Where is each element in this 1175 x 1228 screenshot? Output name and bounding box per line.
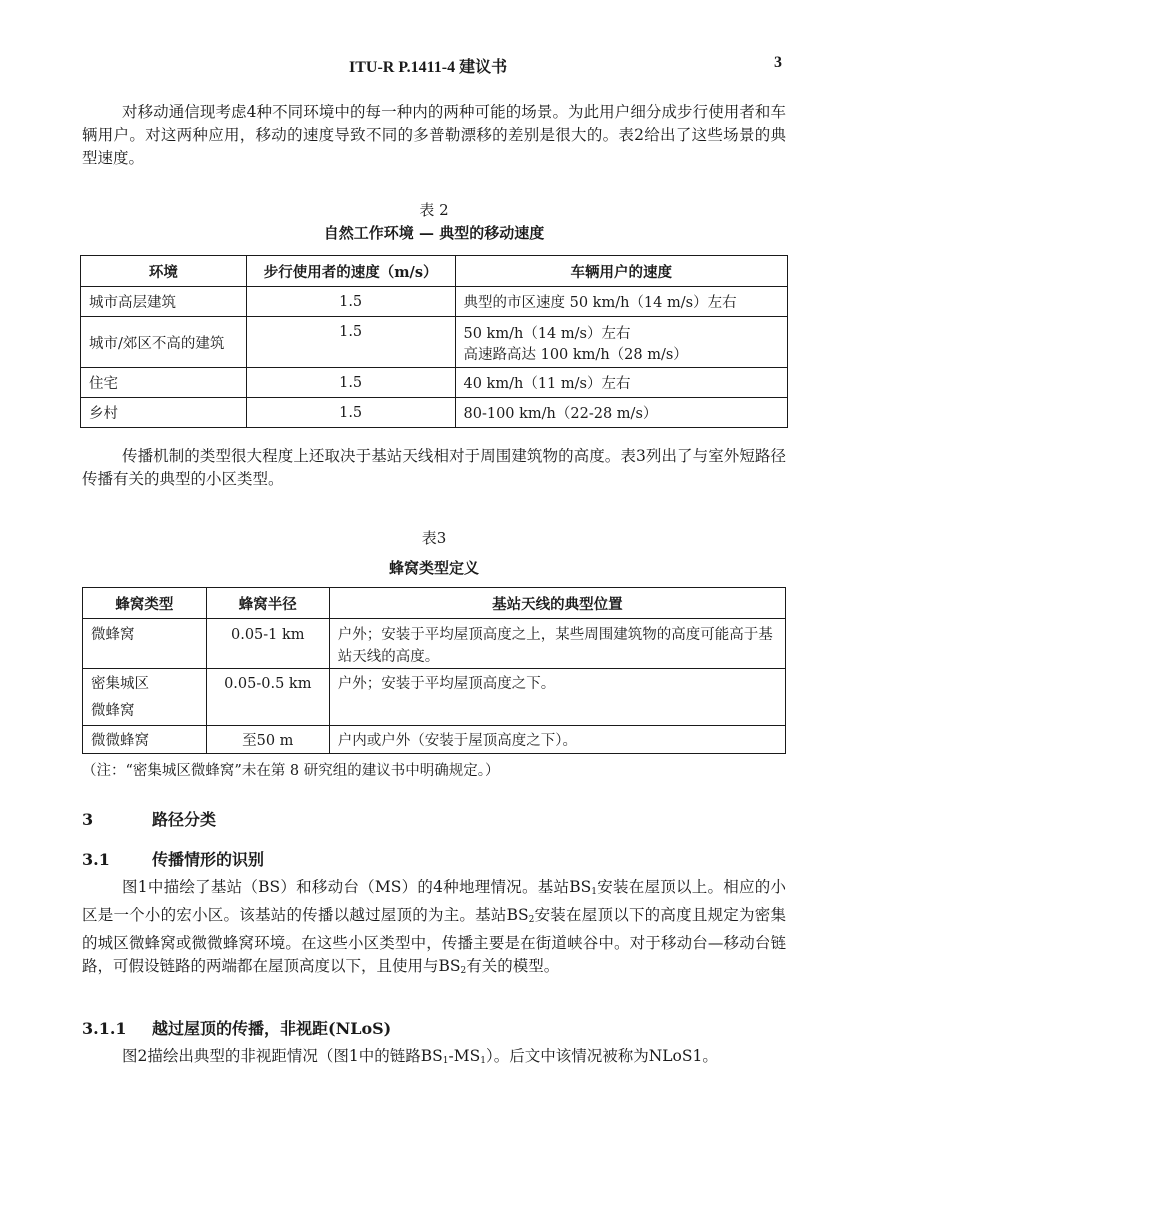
subscript: 1 xyxy=(480,1056,486,1066)
table2 xyxy=(80,255,788,428)
ped-speed-cell: 1.5 xyxy=(246,317,455,368)
cell-radius: 0.05-1 km xyxy=(206,619,329,669)
text-run: 安装在屋顶以下的高度且规定为密集的城区微蜂窝或微微蜂窝环境。在这些小区类型中，传播主要是在街道峡谷中。对于移动台—移动台链路，可假设链路的两端都在屋顶高度以下，且使用与BS xyxy=(82,906,786,975)
veh-speed-cell: 80-100 km/h（22-28 m/s） xyxy=(455,398,788,428)
section-number: 3.1 xyxy=(82,850,110,869)
para-3-1-1 xyxy=(82,1045,786,1073)
table-row xyxy=(83,619,786,669)
table3-label: 表3 xyxy=(421,529,447,547)
cell-type xyxy=(83,669,207,726)
table-row xyxy=(83,669,786,726)
subscript: 1 xyxy=(591,887,597,897)
env-cell: 城市/郊区不高的建筑 xyxy=(81,317,247,368)
table3-header-position: 基站天线的典型位置 xyxy=(329,588,785,619)
table3-header-radius: 蜂窝半径 xyxy=(206,588,329,619)
para-3-1 xyxy=(82,876,786,983)
section-number: 3.1.1 xyxy=(82,1019,127,1038)
cell-position: 户外；安装于平均屋顶高度之下。 xyxy=(329,669,785,726)
table3-note: （注：“密集城区微蜂窝”未在第 8 研究组的建议书中明确规定。） xyxy=(82,763,500,779)
text-run: 图1中描绘了基站（BS）和移动台（MS）的4种地理情况。基站BS xyxy=(122,878,592,896)
text-run: 安装在屋顶以上。相应的小区是一个小的宏小区。该基站的传播以越过屋顶的为主。基站BS xyxy=(82,878,786,924)
table2-header-row xyxy=(81,256,788,287)
veh-speed-cell xyxy=(455,317,788,368)
table2-label: 表 2 xyxy=(419,201,449,219)
text-run: 图2描绘出典型的非视距情况（图1中的链路BS xyxy=(122,1047,443,1065)
veh-speed-line: 50 km/h（14 m/s）左右 xyxy=(463,326,631,342)
page-number: 3 xyxy=(774,54,782,71)
text-run: ）。后文中该情况被称为NLoS1。 xyxy=(485,1047,718,1065)
table-row xyxy=(81,398,788,428)
cell-position: 户内或户外（安装于屋顶高度之下）。 xyxy=(329,726,785,754)
table2-header-ped: 步行使用者的速度（m/s） xyxy=(246,256,455,287)
cell-type: 微微蜂窝 xyxy=(83,726,207,754)
table-row xyxy=(81,287,788,317)
ped-speed-cell: 1.5 xyxy=(246,368,455,398)
mid-paragraph: 传播机制的类型很大程度上还取决于基站天线相对于周围建筑物的高度。表3列出了与室外短路径传播有关的典型的小区类型。 xyxy=(82,447,786,488)
cell-type-line: 微蜂窝 xyxy=(91,703,135,719)
text-run: 有关的模型。 xyxy=(466,957,560,975)
cell-position: 户外；安装于平均屋顶高度之上，某些周围建筑物的高度可能高于基站天线的高度。 xyxy=(329,619,785,669)
veh-speed-cell: 40 km/h（11 m/s）左右 xyxy=(455,368,788,398)
section-3-1-1-heading xyxy=(82,1016,391,1039)
env-cell: 乡村 xyxy=(81,398,247,428)
table3 xyxy=(82,587,786,754)
section-number: 3 xyxy=(82,810,94,829)
table2-header-env: 环境 xyxy=(81,256,247,287)
section-title: 传播情形的识别 xyxy=(152,850,265,869)
section-title: 越过屋顶的传播，非视距(NLoS) xyxy=(152,1019,392,1038)
veh-speed-line: 高速路高达 100 km/h（28 m/s） xyxy=(463,347,688,363)
ped-speed-cell: 1.5 xyxy=(246,398,455,428)
table3-header-type: 蜂窝类型 xyxy=(83,588,207,619)
table-row xyxy=(81,368,788,398)
subscript: 2 xyxy=(460,966,467,976)
table-row xyxy=(81,317,788,368)
table2-title: 自然工作环境 — 典型的移动速度 xyxy=(323,224,545,242)
section-3-heading xyxy=(82,807,216,830)
text-run: -MS xyxy=(448,1047,481,1065)
veh-speed-cell: 典型的市区速度 50 km/h（14 m/s）左右 xyxy=(455,287,788,317)
table2-header-veh: 车辆用户的速度 xyxy=(455,256,788,287)
table3-title: 蜂窝类型定义 xyxy=(388,559,479,577)
table3-header-row xyxy=(83,588,786,619)
section-title: 路径分类 xyxy=(152,810,217,829)
table-row xyxy=(83,726,786,754)
cell-radius: 0.05-0.5 km xyxy=(206,669,329,726)
ped-speed-cell: 1.5 xyxy=(246,287,455,317)
subscript: 1 xyxy=(442,1056,449,1066)
running-header-title: ITU-R P.1411-4 建议书 xyxy=(349,59,508,76)
cell-type: 微蜂窝 xyxy=(83,619,207,669)
env-cell: 住宅 xyxy=(81,368,247,398)
cell-radius: 至50 m xyxy=(206,726,329,754)
subscript: 2 xyxy=(528,915,535,925)
intro-paragraph: 对移动通信现考虑4种不同环境中的每一种内的两种可能的场景。为此用户细分成步行使用者和车辆用户。对这两种应用，移动的速度导致不同的多普勒漂移的差别是很大的。表2给出了这些场景的典型速度。 xyxy=(82,103,786,167)
cell-type-line: 密集城区 xyxy=(91,676,149,692)
section-3-1-heading xyxy=(82,847,264,870)
env-cell: 城市高层建筑 xyxy=(81,287,247,317)
